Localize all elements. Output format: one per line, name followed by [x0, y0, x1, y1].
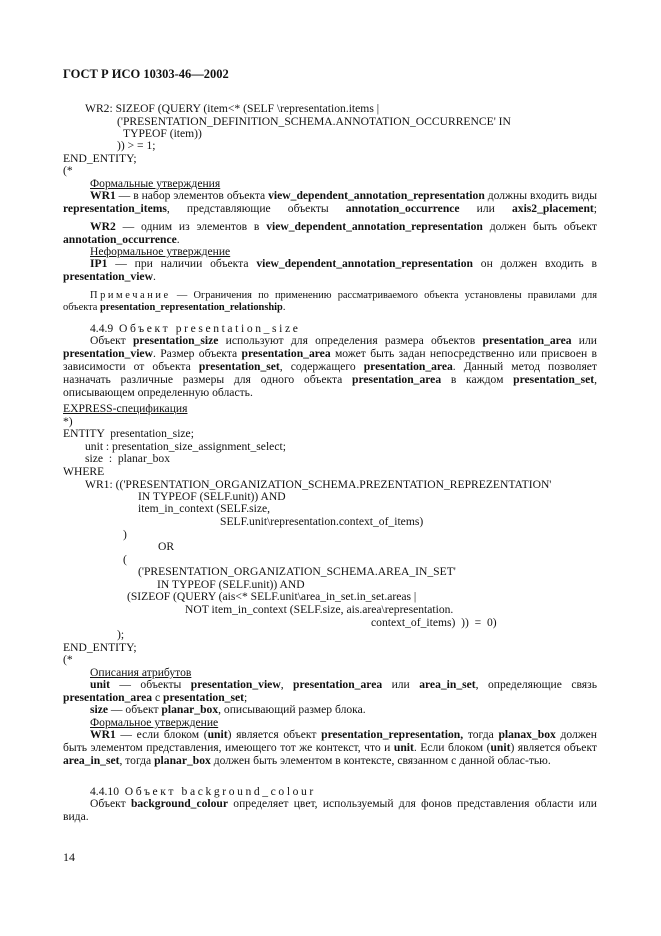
note-label: Примечание [90, 290, 171, 301]
code-line: WR2: SIZEOF (QUERY (item<* (SELF \representation.items | [85, 102, 380, 115]
code-line: ENTITY presentation_size; [63, 427, 194, 440]
code-line: (SIZEOF (QUERY (ais<* SELF.unit\area_in_set.in_set.areas | [127, 590, 417, 603]
rule-wr1-paragraph: WR1 — в набор элементов объекта view_dependent_annotation_representation должны входить виды representation_items, представляющие объекты annotation_occurrence или axis2_placement; [63, 189, 597, 215]
background-colour-paragraph: Объект background_colour определяет цвет, используемый для фонов представления области или вида. [63, 797, 597, 823]
attributes-title: Описания атрибутов [90, 666, 192, 679]
code-line: unit : presentation_size_assignment_select; [85, 440, 286, 453]
code-line: WR1: (('PRESENTATION_ORGANIZATION_SCHEMA.PREZENTATION_REPREZENTATION' [85, 478, 552, 491]
code-line: (* [63, 653, 73, 666]
code-line: END_ENTITY; [63, 152, 137, 165]
formal-rule-title: Формальное утверждение [90, 716, 219, 729]
code-line: SELF.unit\representation.context_of_items) [220, 515, 424, 528]
rule-wr1-size-paragraph: WR1 — если блоком (unit) является объект presentation_representation, тогда planax_box должен быть элементом представления, имеющего тот же контекст, что и unit. Если блоком (unit) является объект area_in_set, тогда planar_box должен быть элементом в контексте, связанном с данной облас-тью. [63, 728, 597, 767]
formal-rules-title: Формальные утверждения [90, 177, 221, 190]
document-header: ГОСТ Р ИСО 10303-46—2002 [63, 67, 229, 81]
code-line: WHERE [63, 465, 105, 478]
page-number: 14 [63, 850, 75, 864]
presentation-size-paragraph: Объект presentation_size используют для определения размера объектов presentation_area или presentation_view. Размер объекта presentation_area может быть задан непосредственно или присвоен в зависимости от объекта presentation_set, содержащего presentation_area. Данный метод позволяет назначать различные размеры для одного объекта presentation_area в каждом presentation_set, описывающем определенную область. [63, 334, 598, 399]
rule-wr2-paragraph: WR2 — одним из элементов в view_dependent_annotation_representation должен быть объект annotation_occurrence. [63, 220, 598, 246]
express-spec-title: EXPRESS-спецификация [63, 402, 188, 415]
code-line: ('PRESENTATION_DEFINITION_SCHEMA.ANNOTATION_OCCURRENCE' IN [117, 115, 511, 128]
note-paragraph: Примечание — Ограничения по применению рассматриваемого объекта установлены правилами для объекта presentation_representation_relationship. [63, 290, 597, 313]
section-heading-background-colour: 4.4.10 Объект background_colour [90, 785, 316, 798]
code-line: ('PRESENTATION_ORGANIZATION_SCHEMA.AREA_IN_SET' [138, 565, 456, 578]
code-line: size : planar_box [85, 452, 170, 465]
code-line: (* [63, 164, 73, 177]
code-line: )) > = 1; [117, 139, 156, 152]
attr-size-description: size — объект planar_box, описывающий размер блока. [90, 703, 366, 716]
code-line: END_ENTITY; [63, 641, 137, 654]
informal-rule-title: Неформальное утверждение [90, 245, 231, 258]
code-line: ); [117, 628, 125, 641]
rule-ip1-paragraph: IP1 — при наличии объекта view_dependent_annotation_representation он должен входить в presentation_view. [63, 257, 597, 283]
section-heading-presentation-size: 4.4.9 Объект presentation_size [90, 322, 301, 335]
code-line: NOT item_in_context (SELF.size, ais.area\representation. [185, 603, 454, 616]
code-line: ) [123, 528, 127, 541]
attr-unit-description: unit — объекты presentation_view, presentation_area или area_in_set, определяющие связь presentation_area с presentation_set; [63, 678, 597, 704]
code-line: context_of_items) )) = 0) [371, 616, 497, 629]
code-line: item_in_context (SELF.size, [138, 502, 271, 515]
code-line: ( [123, 553, 127, 566]
code-line: IN TYPEOF (SELF.unit)) AND [157, 578, 305, 591]
code-line: TYPEOF (item)) [123, 127, 202, 140]
code-line: OR [158, 540, 175, 553]
code-line: IN TYPEOF (SELF.unit)) AND [138, 490, 286, 503]
code-line: *) [63, 415, 73, 428]
